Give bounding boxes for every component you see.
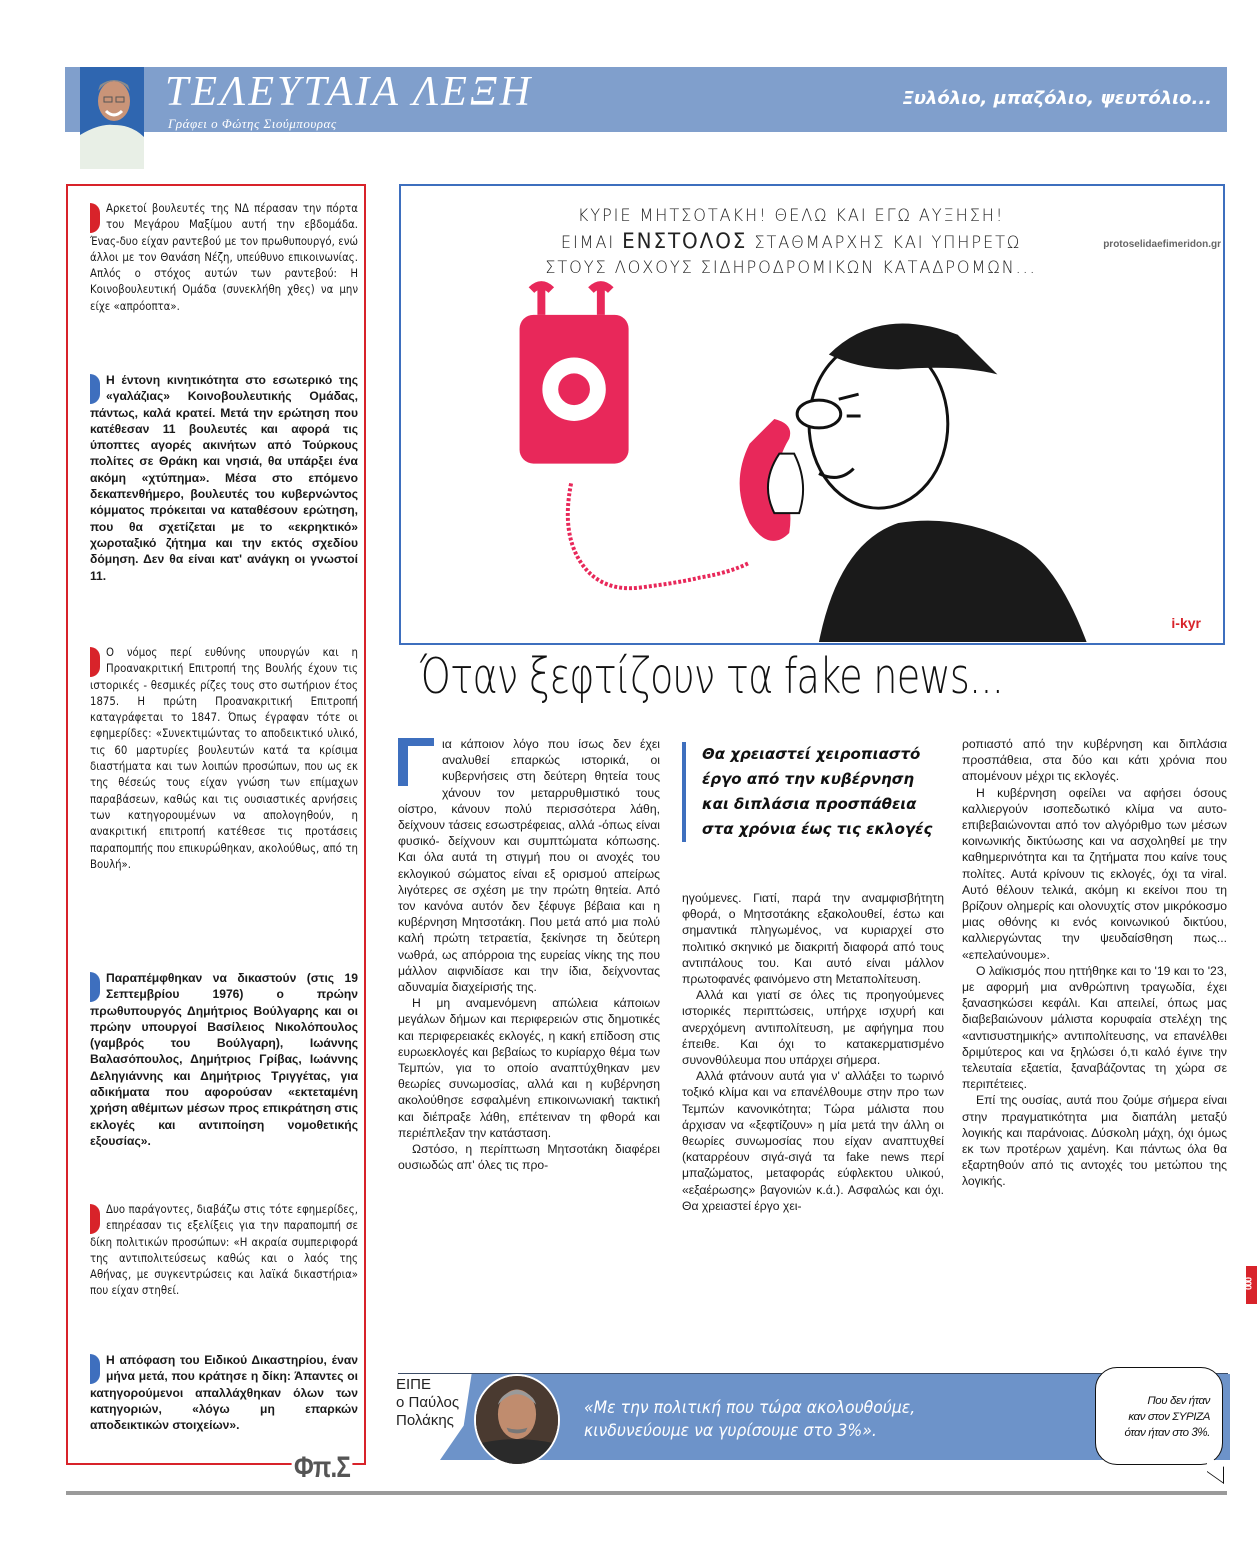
speech-bubble-text	[1102, 1393, 1210, 1441]
cartoon-caption-line: ΚΥΡΙΕ ΜΗΤΣΟΤΑΚΗ! ΘΕΛΩ ΚΑΙ ΕΓΩ ΑΥΞΗΣΗ!	[577, 206, 1005, 226]
sidebar-item	[90, 372, 358, 584]
quote-speaker-last: Πολάκης	[396, 1412, 454, 1429]
page-bottom-rule	[66, 1491, 1227, 1495]
red-bullet-icon	[90, 1204, 100, 1234]
quote-said-label: ΕΙΠΕ	[396, 1376, 432, 1393]
columnist-portrait-icon	[80, 67, 144, 169]
bubble-line: Που δεν ήταν	[1147, 1395, 1210, 1407]
speaker-quote-line: κινδυνεύουμε να γυρίσουμε στο 3%».	[584, 1421, 877, 1441]
pull-quote: Θα χρειαστεί χειροπιαστό έργο από την κυβέρνηση και διπλάσια προσπάθεια στα χρόνια έως τις εκλογές	[682, 742, 942, 842]
article-paragraph-text: ια κάποιον λόγο που ίσως δεν έχει αναλυθεί επαρκώς ιστορικά, οι κυβερνήσεις στη δεύτερη θητεία τους χάνουν τον μεταρρυθμιστικό τους οίστρο, κάνουν πολύ περισσότερα λάθη, δείχνουν τάσεις εσωστρέφειας, αλλά -όπως είναι φυσικό- δείχνουν και συμπτώματα κόπωσης. Και όλα αυτά τη στιγμή που οι ανοχές του εκλογικού σώματος είναι εξ ορισμού απείρως λιγότερες σε σχέση με την πρώτη θητεία. Από τον κανόνα αυτόν δεν ξέφυγε βέβαια και η κυβέρνηση Μητσοτάκη. Που μετά από μια πολύ καλή πρώτη τετραετία, ξεκίνησε τη δεύτερη νωθρά, ως απόρροια της ευρείας νίκης της που μάλλον αιφνιδίασε και την ίδια, δείχνοντας αδυναμία διαχείρισής της.	[398, 737, 660, 995]
red-bullet-icon	[90, 647, 100, 677]
article-column-1	[398, 736, 660, 1173]
article-paragraph: Η κυβέρνηση οφείλει να αφήσει όσους καλλιεργούν ισοπεδωτικό κλίμα να αυτο-επιβεβαιώνονται από τον αλγόριθμο των μέσων κοινωνικής δικτύωσης και να ασχοληθεί με την καθημερινότητα και τα ζητήματα που καίνε τους πολίτες. Αυτά κρίνουν τις εκλογές, όχι τα viral. Αυτό θέλουν τελικά, ακόμη κι εκείνοι που τη βρίζουν ολημερίς και ολονυχτίς στον μικρόκοσμο μιας οθόνης κι ενός κοινωνικού δικτύου, καλλιεργώντας την ψευδαίσθηση πως... «επελαύνουμε».	[962, 785, 1227, 962]
phone-cord	[568, 483, 750, 588]
bubble-line: καν στον ΣΥΡΙΖΑ	[1128, 1411, 1210, 1423]
cartoon-caption-post: ΣΤΑΘΜΑΡΧΗΣ ΚΑΙ ΥΠΗΡΕΤΩ	[754, 233, 1022, 253]
article-paragraph: Ωστόσο, η περίπτωση Μητσοτάκη διαφέρει ουσιωδώς απ' όλες τις προ-	[398, 1142, 660, 1173]
article-paragraph: Η μη αναμενόμενη απώλεια κάποιων μεγάλων δήμων και περιφερειών στις δημοτικές και περιφερειακές εκλογές, η κακή επίδοση στις ευρωεκλογές και βεβαίως το κυρίαρχο θέμα των Τεμπών, για το οποίο αναπτύχθηκαν μεν θεωρίες συνωμοσίας, αλλά και η κυβέρνηση ακολούθησε εσφαλμένη επικοινωνιακή τακτική και διέπραξε λάθη, επέτειναν τη φθορά και περιέπλεξαν την κατάσταση.	[398, 996, 660, 1140]
dropcap-gamma	[398, 738, 438, 788]
article-column-2	[682, 890, 944, 1214]
article-paragraph	[398, 736, 660, 995]
red-bullet-icon	[90, 203, 100, 233]
sidebar-item	[90, 1352, 358, 1433]
sidebar-item	[90, 201, 358, 315]
sidebar-item	[90, 1202, 358, 1300]
speaker-photo	[474, 1374, 560, 1466]
article-paragraph: ηγούμενες. Γιατί, παρά την αναμφισβήτητη φθορά, ο Μητσοτάκης εξακολουθεί, έστω και σημαντικά πληγωμένος, να κυριαρχεί στο πολιτικό σκηνικό με διακριτή διαφορά από τους αντιπάλους του. Και αυτό είναι μάλλον πρωτοφανές φαινόμενο στη Μεταπολίτευση.	[682, 891, 944, 987]
sidebar-item-text: Δυο παράγοντες, διαβάζω στις τότε εφημερίδες, επηρέασαν τις εξελίξεις για την παραπομπή σε δίκη πολιτικών προσώπων: «Η ακραία συμπεριφορά της αντιπολιτεύσεως καθώς και ο λαός της Αθήνας, με συγκεντρώσεις και λαϊκά δικαστήρια» που είχαν στηθεί.	[90, 1203, 358, 1298]
cartoonist-signature: i-kyr	[1171, 615, 1201, 631]
column-title: ΤΕΛΕΥΤΑΙΑ ΛΕΞΗ	[165, 69, 534, 115]
author-signature: Φπ.Σ	[292, 1450, 353, 1486]
speaker-quote-line: «Με την πολιτική που τώρα ακολουθούμε,	[584, 1398, 916, 1418]
sidebar-item-text: Παραπέμφθηκαν να δικαστούν (στις 19 Σεπτεμβρίου 1976) ο πρώην πρωθυπουργός Δημήτριος Βούλγαρης και οι πρώην υπουργοί Βασίλειος Νικολόπουλος (γαμβρός του Βούλγαρη), Ιωάννης Βαλασόπουλος, Δημήτριος Γρίβας, Ιωάννης Δεληγιάννης και Δημήτριος Τριγγέτας, για αδικήματα που αφορούσαν «εκτεταμένη χρήση αθέμιτων μέσων προς επικράτηση στις εκλογές και αντιποίηση νομοθετικής εξουσίας».	[90, 971, 358, 1148]
article-column-3	[962, 736, 1227, 1190]
article-paragraph: Ο λαϊκισμός που ηττήθηκε και το '19 και το '23, με αφορμή μια ανθρώπινη τραγωδία, έχει ξανασηκώσει κεφάλι. Και απειλεί, όπως μας διαβεβαιώνουν μάλιστα κορυφαία στελέχη της «αντισυστημικής» αντιπολίτευσης, να επανέλθει δριμύτερος και να ξηλώσει ό,τι καλό έγινε την τελευταία εξαετία, ξαναβάζοντας τη χώρα σε περιπέτειες.	[962, 963, 1227, 1092]
sidebar-item	[90, 645, 358, 873]
article-paragraph: ροπιαστό από την κυβέρνηση και διπλάσια προσπάθεια, στα δύο και κάτι χρόνια που απομένουν μέχρι τις εκλογές.	[962, 737, 1227, 784]
article-paragraph: Αλλά φτάνουν αυτά για ν' αλλάξει το τωρινό τοξικό κλίμα και να επανέλθουμε στην προ των Τεμπών κανονικότητα; Τώρα μάλιστα που άρχισαν να «ξεφτίζουν» η μία μετά την άλλη οι θεωρίες συνωμοσίας που είχαν αναπτυχθεί (καταρρέουν σιγά-σιγά τα fake news περί μπαζώματος, μεταφοράς εύφλεκτου υλικού, «εξαέρωσης» βαγονιών κ.ά.). Ασφαλώς και όχι. Θα χρειαστεί έργο χει-	[682, 1069, 944, 1213]
cartoon-caption-line	[478, 229, 1105, 256]
column-subtitle: Ξυλόλιο, μπαζόλιο, ψευτόλιο...	[902, 88, 1212, 109]
article-paragraph: Αλλά και γιατί σε όλες τις προηγούμενες ιστορικές περιπτώσεις, υπήρχε ισχυρή και ανερχόμενη αντιπολίτευση, με αφήγημα που έπειθε. Και όχι το κατακερματισμένο συνονθύλευμα που υπάρχει σήμερα.	[682, 988, 944, 1068]
cartoon-caption-bold: ΕΝΣΤΟΛΟΣ	[622, 229, 748, 253]
speaker-portrait-icon	[476, 1376, 558, 1464]
page-number-tab	[1243, 1266, 1257, 1304]
cartoon-caption	[478, 204, 1105, 281]
man-body	[819, 521, 1087, 642]
sidebar-item	[90, 970, 358, 1149]
quote-speaker-first: ο Παύλος	[396, 1394, 460, 1411]
sidebar-item-text: Ο νόμος περί ευθύνης υπουργών και η Προανακριτική Επιτροπή της Βουλής έχουν τις ιστορικές - θεσμικές ρίζες τους στο σωτήριον έτος 1875. Η πρώτη Προανακριτική Επιτροπή καταγράφεται το 1847. Όπως έγραφαν τότε οι εφημερίδες: «Συνεκτιμώντας το αποδεικτικό υλικό, τις 60 μαρτυρίες βουλευτών κατά τα κρίσιμα διαστήματα και των λοιπών προσώπων, που ως εκ της θέσεώς τους είχαν γνώση των επίμαχων παραβάσεων, καθώς και τις ουσιαστικές αρνήσεις των κατηγορουμένων να απολογηθούν, η ανακριτική επιτροπή κατέθεσε τις προτάσεις παραπομπής που επικυρώθηκαν, ακολούθως, από τη Βουλή».	[90, 646, 358, 871]
columnist-photo	[80, 67, 144, 169]
blue-bullet-icon	[90, 374, 100, 404]
bubble-line: όταν ήταν στο 3%.	[1124, 1427, 1210, 1439]
sidebar-item-text: Η απόφαση του Ειδικού Δικαστηρίου, έναν μήνα μετά, που κράτησε η δίκη: Άπαντες οι κατηγορούμενοι απαλλάχθηκαν όλων των κατηγοριών, «λόγω μη επαρκών αποδεικτικών στοιχείων».	[90, 1353, 358, 1433]
watermark: protoselidaefimeridon.gr	[1103, 239, 1221, 250]
sidebar-item-text: Αρκετοί βουλευτές της ΝΔ πέρασαν την πόρτα του Μεγάρου Μαξίμου αυτή την εβδομάδα. Ένας-δυο είχαν ραντεβού με τον πρωθυπουργό, ενώ άλλοι με τον Θανάση Νέζη, υπεύθυνο επικοινωνίας. Απλός ο στόχος αυτών των ραντεβού: Η Κοινοβουλευτική Ομάδα (συνεκλήθη χθες) να μην είχε «απρόοπτα».	[90, 202, 358, 313]
speaker-quote	[584, 1397, 915, 1443]
page-number: 000	[1243, 1276, 1254, 1290]
blue-bullet-icon	[90, 1354, 100, 1384]
sidebar-item-text: Η έντονη κινητικότητα στο εσωτερικό της «γαλάζιας» Κοινοβουλευτικής Ομάδας, πάντως, καλά κρατεί. Μετά την ερώτηση που κατέθεσαν 11 βουλευτές και αφορά τις ύποπτες αγορές ακινήτων από Τούρκους πολίτες σε Θράκη και νησιά, θα υπάρξει ένα ακόμη «χτύπημα». Μέσα στο επόμενο δεκαπενθήμερο, βουλευτές του κυβερνώντος κόμματος πρόκειται να καταθέσουν ερώτηση, που θα σχετίζεται με το «εκρηκτικό» χωροταξικό ζήτημα και την εκτός σχεδίου δόμηση. Δεν θα είναι κατ' ανάγκη οι γνωστοί 11.	[90, 373, 358, 583]
cartoon	[399, 184, 1225, 645]
cartoon-caption-line: ΣΤΟΥΣ ΛΟΧΟΥΣ ΣΙΔΗΡΟΔΡΟΜΙΚΩΝ ΚΑΤΑΔΡΟΜΩΝ...	[545, 258, 1037, 278]
blue-bullet-icon	[90, 972, 100, 1002]
column-byline: Γράφει ο Φώτης Σιούμπουρας	[168, 116, 337, 131]
article-headline: Όταν ξεφτίζουν τα fake news...	[420, 648, 1004, 705]
cartoon-caption-pre: ΕΙΜΑΙ	[560, 233, 616, 253]
article-paragraph: Επί της ουσίας, αυτά που ζούμε σήμερα είναι στην πραγματικότητα μια διαπάλη μεταξύ λογικής και παράνοιας. Δύσκολη μάχη, όχι όμως εκ των προτέρων χαμένη. Και πάντως όλα θα εξαρτηθούν από τις αντοχές του μετώπου της λογικής.	[962, 1093, 1227, 1189]
quote-speaker-label	[396, 1376, 459, 1430]
